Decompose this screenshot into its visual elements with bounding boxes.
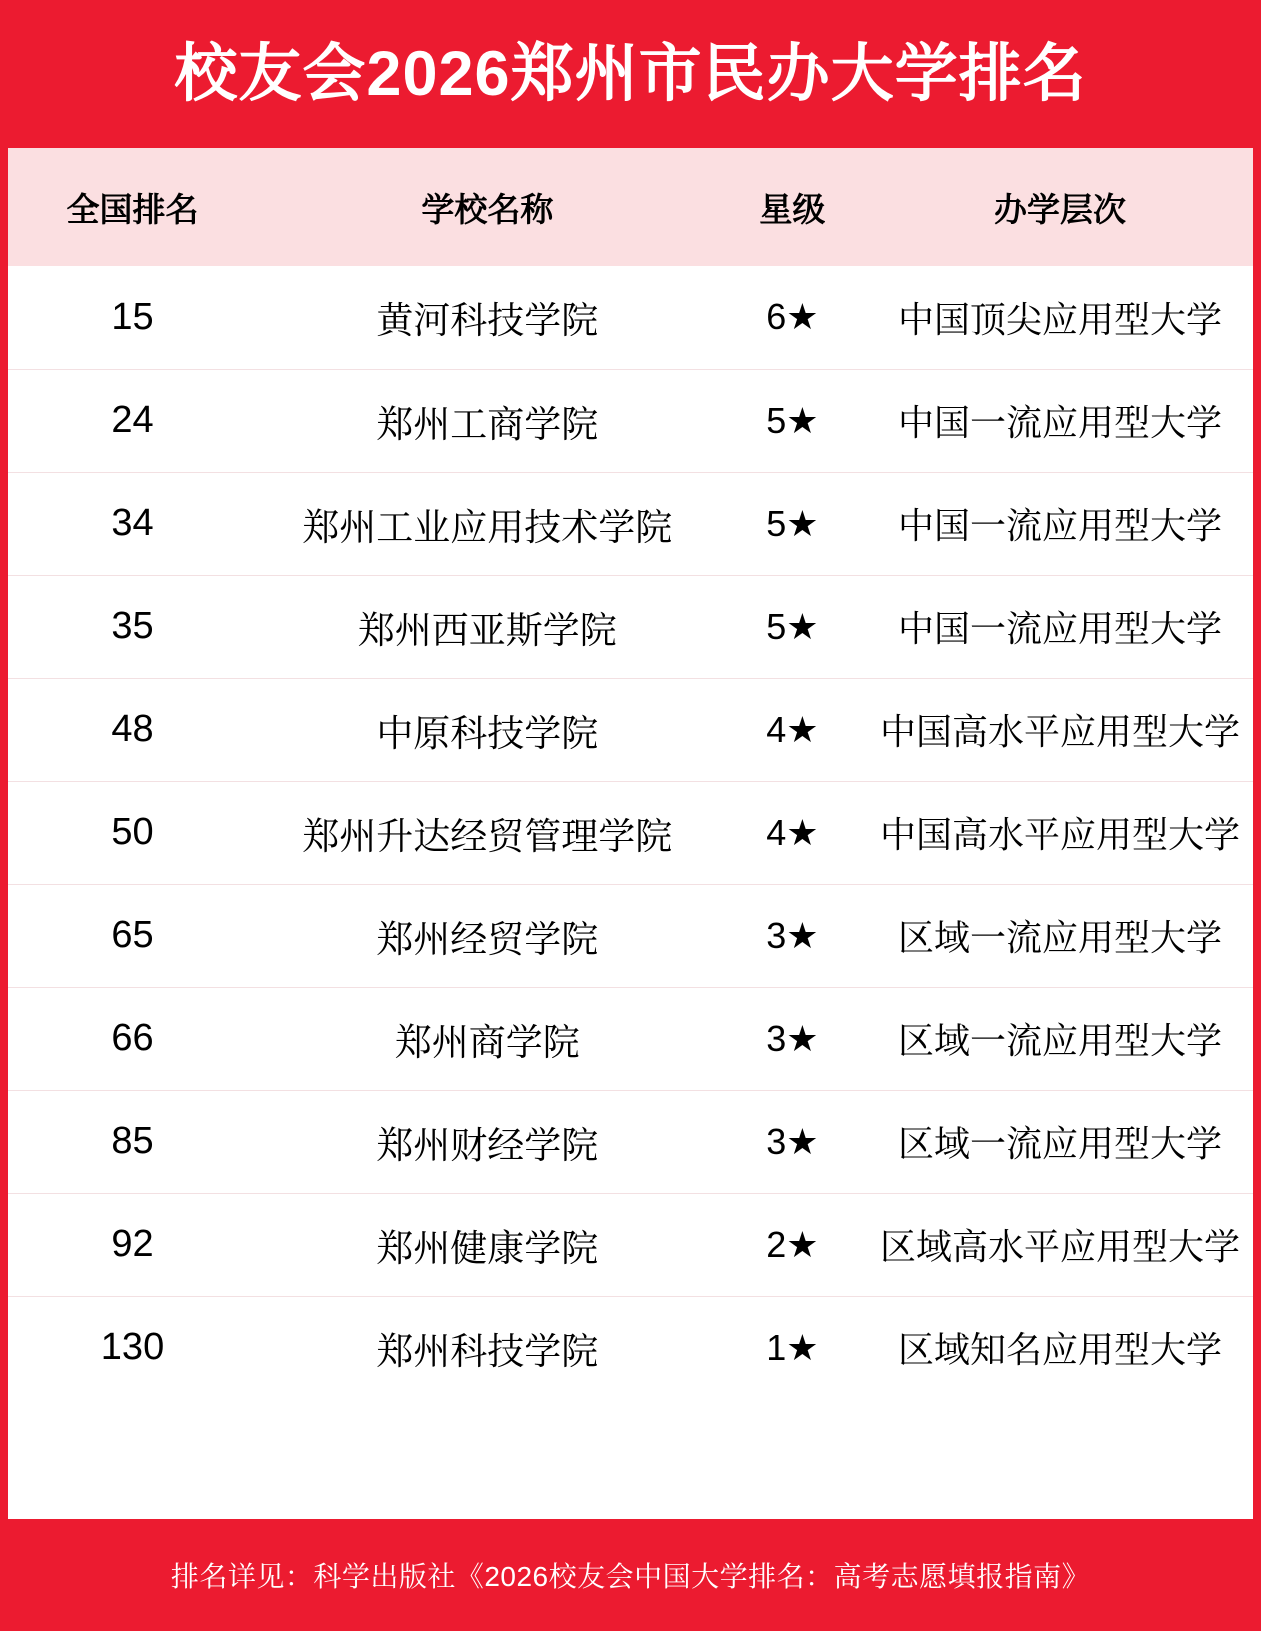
table-row bbox=[8, 1090, 1253, 1193]
cell-school-name: 郑州西亚斯学院 bbox=[357, 609, 617, 651]
cell-rank: 130 bbox=[100, 1326, 165, 1369]
cell-star-rating: 4★ bbox=[766, 811, 819, 853]
cell-rank: 50 bbox=[111, 811, 154, 853]
cell-school-name: 郑州科技学院 bbox=[376, 1330, 599, 1372]
cell-school-name: 郑州升达经贸管理学院 bbox=[302, 815, 673, 857]
cell-school-name: 郑州工业应用技术学院 bbox=[302, 506, 673, 548]
cell-star-rating: 5★ bbox=[766, 605, 819, 647]
cell-school-name: 郑州财经学院 bbox=[376, 1124, 599, 1166]
table-row bbox=[8, 575, 1253, 678]
cell-star-rating: 5★ bbox=[766, 502, 819, 544]
table-header-row bbox=[8, 148, 1253, 266]
cell-star-rating: 2★ bbox=[766, 1223, 819, 1265]
column-header-rank: 全国排名 bbox=[66, 190, 199, 228]
table-row bbox=[8, 472, 1253, 575]
cell-rank: 48 bbox=[111, 708, 154, 750]
table-body bbox=[8, 266, 1253, 1399]
cell-rank: 15 bbox=[111, 295, 154, 338]
cell-level: 区域高水平应用型大学 bbox=[880, 1226, 1241, 1267]
cell-school-name: 郑州工商学院 bbox=[376, 403, 599, 445]
ranking-table bbox=[8, 148, 1253, 1399]
page-title: 校友会2026郑州市民办大学排名 bbox=[174, 38, 1087, 109]
cell-level: 区域一流应用型大学 bbox=[898, 917, 1223, 958]
cell-rank: 24 bbox=[111, 399, 154, 441]
table-row bbox=[8, 369, 1253, 472]
cell-rank: 66 bbox=[111, 1017, 154, 1059]
table-row bbox=[8, 1296, 1253, 1399]
cell-level: 中国一流应用型大学 bbox=[898, 608, 1223, 649]
cell-star-rating: 3★ bbox=[766, 914, 819, 956]
cell-level: 中国高水平应用型大学 bbox=[880, 711, 1241, 752]
column-header-star: 星级 bbox=[759, 190, 826, 228]
cell-star-rating: 6★ bbox=[766, 296, 819, 338]
cell-rank: 92 bbox=[111, 1223, 154, 1265]
source-note: 排名详见：科学出版社《2026校友会中国大学排名：高考志愿填报指南》 bbox=[170, 1561, 1091, 1592]
cell-level: 中国顶尖应用型大学 bbox=[898, 298, 1223, 340]
ranking-table-container bbox=[8, 148, 1253, 1519]
table-row bbox=[8, 987, 1253, 1090]
table-row bbox=[8, 1193, 1253, 1296]
table-header bbox=[8, 148, 1253, 266]
cell-rank: 85 bbox=[111, 1120, 154, 1162]
cell-school-name: 郑州健康学院 bbox=[376, 1227, 599, 1269]
cell-star-rating: 5★ bbox=[766, 399, 819, 441]
cell-rank: 34 bbox=[111, 502, 154, 544]
cell-rank: 65 bbox=[111, 914, 154, 956]
cell-star-rating: 3★ bbox=[766, 1017, 819, 1059]
table-row bbox=[8, 884, 1253, 987]
cell-star-rating: 4★ bbox=[766, 708, 819, 750]
cell-star-rating: 3★ bbox=[766, 1120, 819, 1162]
cell-school-name: 黄河科技学院 bbox=[376, 300, 599, 342]
table-row bbox=[8, 678, 1253, 781]
cell-level: 区域一流应用型大学 bbox=[898, 1020, 1223, 1061]
column-header-level: 办学层次 bbox=[994, 190, 1127, 228]
cell-level: 区域知名应用型大学 bbox=[898, 1329, 1223, 1371]
cell-star-rating: 1★ bbox=[766, 1326, 819, 1368]
column-header-name: 学校名称 bbox=[421, 190, 554, 228]
table-row bbox=[8, 781, 1253, 884]
title-bar bbox=[0, 0, 1261, 148]
cell-school-name: 中原科技学院 bbox=[376, 712, 599, 754]
table-row bbox=[8, 266, 1253, 369]
cell-level: 区域一流应用型大学 bbox=[898, 1123, 1223, 1164]
cell-level: 中国高水平应用型大学 bbox=[880, 814, 1241, 855]
cell-school-name: 郑州商学院 bbox=[394, 1021, 580, 1063]
cell-school-name: 郑州经贸学院 bbox=[376, 918, 599, 960]
cell-level: 中国一流应用型大学 bbox=[898, 505, 1223, 546]
footer-bar bbox=[0, 1519, 1261, 1631]
cell-rank: 35 bbox=[111, 605, 154, 647]
cell-level: 中国一流应用型大学 bbox=[898, 402, 1223, 443]
